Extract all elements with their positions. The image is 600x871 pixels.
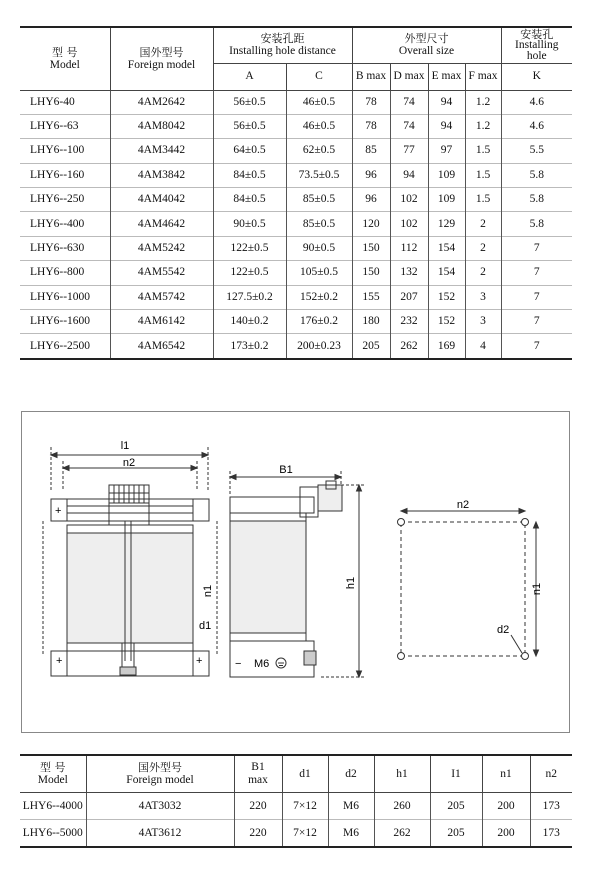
table-row xyxy=(20,114,572,138)
value-cell: 1.5 xyxy=(465,188,501,212)
value-cell: 155 xyxy=(352,285,390,309)
value-cell: 74 xyxy=(390,90,428,114)
header-a: A xyxy=(213,63,286,90)
value-cell: 46±0.5 xyxy=(286,114,352,138)
model-cell: LHY6--5000 xyxy=(20,820,86,848)
value-cell: 5.5 xyxy=(501,139,572,163)
plus-left-top: + xyxy=(55,505,62,517)
value-cell: 150 xyxy=(352,236,390,260)
model-cell: LHY6--1600 xyxy=(20,310,110,334)
model-cell: LHY6--100 xyxy=(20,139,110,163)
value-cell: 4.6 xyxy=(501,90,572,114)
value-cell: 232 xyxy=(390,310,428,334)
value-cell: 7 xyxy=(501,261,572,285)
value-cell: 78 xyxy=(352,90,390,114)
table-row xyxy=(20,212,572,236)
value-cell: 3 xyxy=(465,310,501,334)
value-cell: 4AM4042 xyxy=(110,188,213,212)
model-cell: LHY6--160 xyxy=(20,163,110,187)
value-cell: 129 xyxy=(428,212,465,236)
minus-label: − xyxy=(235,658,242,670)
header2-l1: I1 xyxy=(430,755,482,793)
table-row xyxy=(20,334,572,359)
value-cell: 1.2 xyxy=(465,90,501,114)
value-cell: 102 xyxy=(390,212,428,236)
value-cell: 5.8 xyxy=(501,212,572,236)
n1-label: n1 xyxy=(202,584,214,598)
value-cell: 46±0.5 xyxy=(286,90,352,114)
value-cell: 152 xyxy=(428,310,465,334)
value-cell: 4AM6542 xyxy=(110,334,213,359)
value-cell: 7 xyxy=(501,236,572,260)
value-cell: 154 xyxy=(428,236,465,260)
header2-foreign-model: 国外型号 Foreign model xyxy=(86,755,234,793)
value-cell: 85±0.5 xyxy=(286,212,352,236)
header2-d2: d2 xyxy=(328,755,374,793)
table-row xyxy=(20,139,572,163)
l1-label: l1 xyxy=(120,440,130,452)
header2-d1: d1 xyxy=(282,755,328,793)
value-cell: 122±0.5 xyxy=(213,261,286,285)
d2-label: d2 xyxy=(497,624,510,636)
value-cell: 200±0.23 xyxy=(286,334,352,359)
value-cell: 7×12 xyxy=(282,820,328,848)
n2b-label: n2 xyxy=(456,499,470,511)
transformer-diagram xyxy=(21,411,570,733)
value-cell: 102 xyxy=(390,188,428,212)
table-row xyxy=(20,163,572,187)
model-cell: LHY6--63 xyxy=(20,114,110,138)
n2-label: n2 xyxy=(122,457,136,469)
header-d-max: D max xyxy=(390,63,428,90)
value-cell: 4 xyxy=(465,334,501,359)
value-cell: 4AM4642 xyxy=(110,212,213,236)
value-cell: 4AT3612 xyxy=(86,820,234,848)
value-cell: 2 xyxy=(465,236,501,260)
value-cell: 7 xyxy=(501,310,572,334)
value-cell: 84±0.5 xyxy=(213,163,286,187)
value-cell: 85 xyxy=(352,139,390,163)
value-cell: 154 xyxy=(428,261,465,285)
value-cell: 205 xyxy=(352,334,390,359)
value-cell: 2 xyxy=(465,212,501,236)
value-cell: 169 xyxy=(428,334,465,359)
header-e-max: E max xyxy=(428,63,465,90)
table-row xyxy=(20,793,572,820)
value-cell: 4.6 xyxy=(501,114,572,138)
value-cell: 62±0.5 xyxy=(286,139,352,163)
value-cell: 127.5±0.2 xyxy=(213,285,286,309)
model-cell: LHY6--630 xyxy=(20,236,110,260)
model-cell: LHY6--4000 xyxy=(20,793,86,820)
value-cell: 7×12 xyxy=(282,793,328,820)
value-cell: 152±0.2 xyxy=(286,285,352,309)
value-cell: 96 xyxy=(352,163,390,187)
value-cell: 78 xyxy=(352,114,390,138)
table-row xyxy=(20,90,572,114)
table-row xyxy=(20,820,572,848)
value-cell: 140±0.2 xyxy=(213,310,286,334)
value-cell: 4AT3032 xyxy=(86,793,234,820)
model-cell: LHY6-40 xyxy=(20,90,110,114)
header-c: C xyxy=(286,63,352,90)
value-cell: 112 xyxy=(390,236,428,260)
model-cell: LHY6--2500 xyxy=(20,334,110,359)
value-cell: 94 xyxy=(428,90,465,114)
value-cell: 64±0.5 xyxy=(213,139,286,163)
value-cell: 90±0.5 xyxy=(213,212,286,236)
h1-label: h1 xyxy=(345,576,357,590)
value-cell: 4AM5242 xyxy=(110,236,213,260)
value-cell: 200 xyxy=(482,793,530,820)
model-cell: LHY6--250 xyxy=(20,188,110,212)
value-cell: 94 xyxy=(390,163,428,187)
value-cell: 176±0.2 xyxy=(286,310,352,334)
table-row xyxy=(20,310,572,334)
value-cell: 4AM6142 xyxy=(110,310,213,334)
header-f-max: F max xyxy=(465,63,501,90)
value-cell: 122±0.5 xyxy=(213,236,286,260)
value-cell: 220 xyxy=(234,793,282,820)
value-cell: 150 xyxy=(352,261,390,285)
value-cell: 85±0.5 xyxy=(286,188,352,212)
header-b-max: B max xyxy=(352,63,390,90)
value-cell: M6 xyxy=(328,793,374,820)
value-cell: 90±0.5 xyxy=(286,236,352,260)
value-cell: 4AM2642 xyxy=(110,90,213,114)
value-cell: 205 xyxy=(430,820,482,848)
value-cell: 7 xyxy=(501,285,572,309)
header2-n1: n1 xyxy=(482,755,530,793)
value-cell: 4AM5542 xyxy=(110,261,213,285)
dimension-table xyxy=(20,26,572,360)
value-cell: 56±0.5 xyxy=(213,90,286,114)
value-cell: 5.8 xyxy=(501,163,572,187)
n1b-label: n1 xyxy=(531,582,543,596)
model-cell: LHY6--1000 xyxy=(20,285,110,309)
header-installing-hole: 安装孔 Installing hole xyxy=(501,27,572,63)
table-row xyxy=(20,236,572,260)
value-cell: 73.5±0.5 xyxy=(286,163,352,187)
value-cell: 1.5 xyxy=(465,163,501,187)
b1-label: B1 xyxy=(279,464,293,476)
value-cell: 7 xyxy=(501,334,572,359)
header2-model: 型 号 Model xyxy=(20,755,86,793)
value-cell: 1.5 xyxy=(465,139,501,163)
value-cell: 180 xyxy=(352,310,390,334)
value-cell: 4AM8042 xyxy=(110,114,213,138)
header-hole-distance: 安装孔距 Installing hole distance xyxy=(213,27,352,63)
value-cell: 205 xyxy=(430,793,482,820)
value-cell: 97 xyxy=(428,139,465,163)
m6-label: M6 xyxy=(254,658,270,670)
value-cell: 173 xyxy=(530,820,572,848)
header-foreign-model: 国外型号 Foreign model xyxy=(110,27,213,90)
value-cell: M6 xyxy=(328,820,374,848)
large-model-table xyxy=(20,754,572,848)
value-cell: 105±0.5 xyxy=(286,261,352,285)
value-cell: 109 xyxy=(428,188,465,212)
value-cell: 173±0.2 xyxy=(213,334,286,359)
value-cell: 4AM3842 xyxy=(110,163,213,187)
header2-h1: h1 xyxy=(374,755,430,793)
value-cell: 84±0.5 xyxy=(213,188,286,212)
value-cell: 120 xyxy=(352,212,390,236)
value-cell: 220 xyxy=(234,820,282,848)
value-cell: 109 xyxy=(428,163,465,187)
value-cell: 262 xyxy=(390,334,428,359)
value-cell: 56±0.5 xyxy=(213,114,286,138)
model-cell: LHY6--400 xyxy=(20,212,110,236)
value-cell: 4AM5742 xyxy=(110,285,213,309)
header-overall-size: 外型尺寸 Overall size xyxy=(352,27,501,63)
value-cell: 173 xyxy=(530,793,572,820)
value-cell: 77 xyxy=(390,139,428,163)
header2-b1: B1 max xyxy=(234,755,282,793)
value-cell: 3 xyxy=(465,285,501,309)
table-row xyxy=(20,188,572,212)
value-cell: 5.8 xyxy=(501,188,572,212)
plus-right-bottom: + xyxy=(196,655,203,667)
table-row xyxy=(20,285,572,309)
value-cell: 74 xyxy=(390,114,428,138)
model-cell: LHY6--800 xyxy=(20,261,110,285)
header2-n2: n2 xyxy=(530,755,572,793)
table-row xyxy=(20,261,572,285)
value-cell: 200 xyxy=(482,820,530,848)
d1-label: d1 xyxy=(199,620,212,632)
value-cell: 4AM3442 xyxy=(110,139,213,163)
value-cell: 96 xyxy=(352,188,390,212)
header-k: K xyxy=(501,63,572,90)
value-cell: 207 xyxy=(390,285,428,309)
plus-left-bottom: + xyxy=(56,655,63,667)
value-cell: 152 xyxy=(428,285,465,309)
value-cell: 2 xyxy=(465,261,501,285)
value-cell: 262 xyxy=(374,820,430,848)
value-cell: 1.2 xyxy=(465,114,501,138)
value-cell: 132 xyxy=(390,261,428,285)
value-cell: 260 xyxy=(374,793,430,820)
value-cell: 94 xyxy=(428,114,465,138)
header-model: 型 号 Model xyxy=(20,27,110,90)
